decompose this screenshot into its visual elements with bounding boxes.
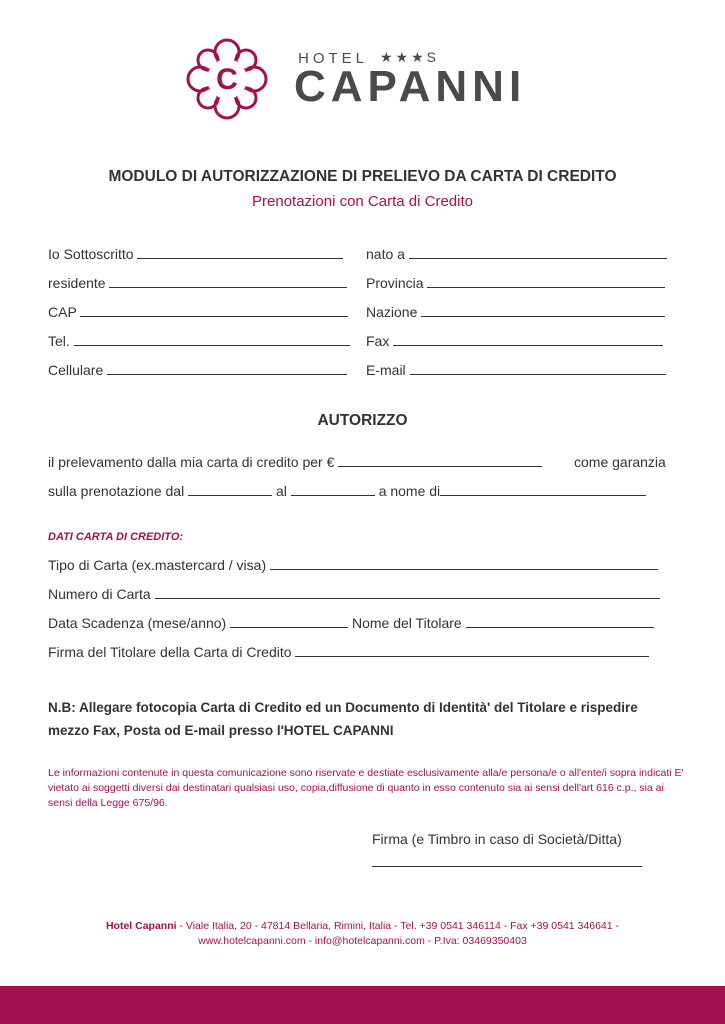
footer-hotel-name: Hotel Capanni <box>105 920 177 932</box>
input-line[interactable] <box>230 616 348 628</box>
field-label: Nome del Titolare <box>352 615 462 631</box>
footer <box>0 919 725 949</box>
input-line[interactable] <box>155 587 660 599</box>
field-date-range[interactable] <box>48 483 646 499</box>
input-line[interactable] <box>410 363 666 375</box>
input-line[interactable] <box>74 334 350 346</box>
input-line[interactable] <box>421 305 665 317</box>
field-importo[interactable] <box>48 454 542 470</box>
field-label: Numero di Carta <box>48 586 151 602</box>
field-label: Provincia <box>366 275 424 291</box>
footer-line-1 <box>0 919 725 934</box>
field-label: il prelevamento dalla mia carta di credito per € <box>48 454 335 470</box>
field-tel[interactable] <box>48 333 350 349</box>
input-line[interactable] <box>466 616 654 628</box>
signature-label: Firma (e Timbro in caso di Società/Ditta) <box>372 831 622 847</box>
input-line[interactable] <box>338 455 542 467</box>
input-line[interactable] <box>409 247 667 259</box>
field-cap[interactable] <box>48 304 348 320</box>
field-label: Data Scadenza (mese/anno) <box>48 615 227 631</box>
form-subtitle: Prenotazioni con Carta di Credito <box>252 193 473 210</box>
field-label: Cellulare <box>48 362 104 378</box>
field-label: a nome di <box>378 483 441 499</box>
hotel-word: HOTEL <box>298 50 369 67</box>
input-line[interactable] <box>440 484 646 496</box>
field-firma-titolare[interactable] <box>48 644 649 660</box>
garanzia-text: come garanzia <box>574 454 666 470</box>
privacy-notice: Le informazioni contenute in questa comunicazione sono riservate e destiate esclusivamente alla/e persona/e o all'ente/i sopra indicati E' vietato ai soggetti diversi dai destinatari qualsiasi uso, copia,diffusione di quanto in esso contenuto sia ai sensi dell'art 616 c.p., sia ai sensi della Legge 675/96. <box>48 767 684 809</box>
field-label: al <box>276 483 287 499</box>
field-email[interactable] <box>366 362 666 378</box>
footer-address: - Viale Italia, 20 - 47814 Bellaria, Rimini, Italia - Tel. +39 0541 346114 - Fax +39 0541 346641 - <box>176 920 620 932</box>
input-line[interactable] <box>393 334 663 346</box>
field-sottoscritto[interactable] <box>48 246 343 262</box>
hotel-logo-icon <box>182 34 272 124</box>
input-line[interactable] <box>80 305 348 317</box>
field-nato[interactable] <box>366 246 667 262</box>
bottom-band <box>0 986 725 1024</box>
input-line[interactable] <box>291 484 375 496</box>
field-scadenza[interactable] <box>48 615 654 631</box>
field-label: Fax <box>366 333 390 349</box>
field-residente[interactable] <box>48 275 347 291</box>
field-label: CAP <box>48 304 77 320</box>
field-label: Tel. <box>48 333 70 349</box>
input-line[interactable] <box>270 558 658 570</box>
input-line[interactable] <box>137 247 343 259</box>
field-label: nato a <box>366 246 405 262</box>
field-label: sulla prenotazione dal <box>48 483 185 499</box>
star-rating: ★★★S <box>380 49 439 65</box>
autorizzo-heading: AUTORIZZO <box>317 412 408 429</box>
field-cellulare[interactable] <box>48 362 347 378</box>
input-line[interactable] <box>188 484 272 496</box>
footer-line-2: www.hotelcapanni.com - info@hotelcapanni.com - P.Iva: 03469350403 <box>198 935 527 947</box>
form-title: MODULO DI AUTORIZZAZIONE DI PRELIEVO DA CARTA DI CREDITO <box>108 168 617 185</box>
input-line[interactable] <box>109 276 347 288</box>
input-line[interactable] <box>107 363 347 375</box>
input-line[interactable] <box>427 276 665 288</box>
brand-name: CAPANNI <box>294 62 527 111</box>
field-numero-carta[interactable] <box>48 586 660 602</box>
field-provincia[interactable] <box>366 275 665 291</box>
field-label: residente <box>48 275 106 291</box>
signature-line[interactable] <box>372 866 642 867</box>
field-tipo-carta[interactable] <box>48 557 658 573</box>
input-line[interactable] <box>295 645 649 657</box>
nb-note: N.B: Allegare fotocopia Carta di Credito ed un Documento di Identità' del Titolare e rispedire mezzo Fax, Posta od E-mail presso l'HOTEL CAPANNI <box>48 700 638 738</box>
field-label: E-mail <box>366 362 406 378</box>
field-label: Nazione <box>366 304 418 320</box>
field-label: Io Sottoscritto <box>48 246 134 262</box>
field-label: Firma del Titolare della Carta di Credito <box>48 644 292 660</box>
field-fax[interactable] <box>366 333 663 349</box>
logo-letter: C <box>216 63 238 96</box>
card-section-heading: DATI CARTA DI CREDITO: <box>48 531 184 543</box>
field-label: Tipo di Carta (ex.mastercard / visa) <box>48 557 267 573</box>
field-nazione[interactable] <box>366 304 665 320</box>
